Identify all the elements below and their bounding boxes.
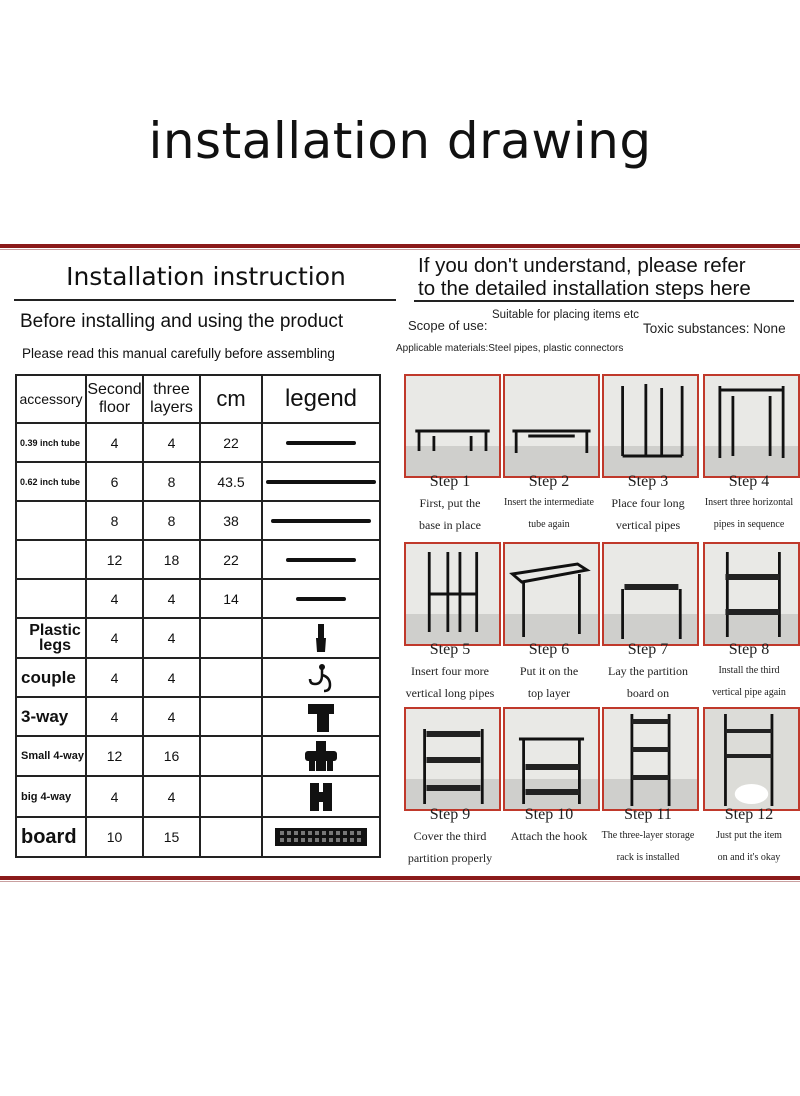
row-cm: 14	[223, 590, 239, 607]
step-label: Step 8	[728, 641, 770, 658]
hook-icon	[263, 659, 379, 696]
header-legend: legend	[284, 385, 358, 412]
row-cm: 43.5	[217, 473, 245, 490]
step-desc-line1: Put it on the	[519, 664, 579, 678]
step-label: Step 7	[627, 641, 669, 658]
row-accessory-name: Small 4-way	[21, 750, 84, 762]
refer-heading-line2: to the detailed installation steps here	[418, 277, 751, 300]
row-second-floor-qty: 4	[110, 708, 119, 725]
step-photo	[703, 374, 800, 478]
header-cm: cm	[216, 386, 246, 411]
bottom-red-divider	[0, 876, 800, 880]
row-cm	[201, 619, 261, 657]
header-second-floor: Second floor	[87, 381, 142, 416]
row-three-layers-qty: 4	[167, 434, 176, 451]
row-three-layers-qty: 4	[167, 669, 176, 686]
three-way-icon	[263, 698, 379, 735]
step-description	[698, 492, 800, 536]
step-description	[597, 492, 699, 536]
step-desc-line1: Insert four more	[411, 664, 489, 678]
step-description	[498, 492, 600, 536]
step-description	[498, 660, 600, 704]
step-photo	[602, 374, 699, 478]
installation-instruction-heading: Installation instruction	[66, 262, 346, 291]
big-four-way-icon	[263, 777, 379, 816]
step-description	[597, 825, 699, 869]
step-photo	[602, 707, 699, 811]
applicable-materials: Applicable materials:Steel pipes, plastic connectors	[396, 343, 624, 354]
header-accessory: accessory	[19, 391, 83, 407]
row-second-floor-qty: 6	[110, 473, 119, 490]
step-desc-line2: partition properly	[407, 851, 493, 865]
step-photo	[503, 707, 600, 811]
step-desc-line1: The three-layer storage	[601, 830, 695, 841]
heading-rule-right	[414, 300, 794, 302]
scope-label: Scope of use:	[408, 318, 488, 333]
tube-short	[263, 424, 379, 461]
step-desc-line1: Cover the third	[413, 829, 487, 843]
step-label: Step 4	[728, 473, 770, 490]
step-desc-line1: Place four long	[611, 496, 685, 510]
step-photo	[602, 542, 699, 646]
step-label: Step 11	[624, 806, 672, 823]
step-description	[399, 825, 501, 869]
row-second-floor-qty: 4	[110, 630, 119, 646]
step-photo	[404, 542, 501, 646]
step-desc-line1: Attach the hook	[510, 829, 588, 843]
step-description	[597, 660, 699, 704]
leg-icon	[263, 619, 379, 657]
step-desc-line1: First, put the	[419, 496, 481, 510]
row-three-layers-qty: 18	[163, 551, 180, 568]
row-accessory-name: board	[21, 826, 77, 848]
row-accessory-name	[17, 502, 85, 539]
row-accessory-name: couple	[21, 667, 76, 687]
row-three-layers-qty: 4	[167, 630, 176, 646]
step-desc-line1: Just put the item	[716, 830, 782, 841]
read-manual-text: Please read this manual carefully before assembling	[22, 346, 335, 361]
step-desc-line1: Lay the partition	[608, 664, 688, 678]
header-three-layers: three layers	[150, 381, 193, 416]
step-description	[698, 825, 800, 869]
row-three-layers-qty: 8	[167, 473, 176, 490]
step-desc-line2: top layer	[527, 686, 571, 700]
step-label: Step 9	[429, 806, 471, 823]
row-cm	[201, 659, 261, 696]
row-accessory-name: Plastic legs	[29, 622, 81, 654]
step-desc-line1: Install the third	[718, 665, 780, 676]
step-photo	[404, 374, 501, 478]
tube-tiny	[263, 580, 379, 617]
step-description	[698, 660, 800, 704]
step-label: Step 2	[528, 473, 570, 490]
step-photo	[703, 707, 800, 811]
board-icon	[263, 818, 379, 856]
row-accessory-name	[17, 541, 85, 578]
step-photo	[404, 707, 501, 811]
step-photo	[703, 542, 800, 646]
row-cm	[201, 818, 261, 856]
step-desc-line2: rack is installed	[616, 852, 680, 863]
step-description	[498, 825, 600, 847]
accessory-table	[15, 374, 381, 858]
row-three-layers-qty: 4	[167, 788, 176, 805]
four-way-icon	[263, 737, 379, 775]
row-three-layers-qty: 4	[167, 708, 176, 725]
toxic-substances: Toxic substances: None	[643, 321, 786, 336]
before-installing-text: Before installing and using the product	[20, 311, 344, 332]
row-second-floor-qty: 4	[110, 434, 119, 451]
row-second-floor-qty: 4	[110, 669, 119, 686]
step-label: Step 3	[627, 473, 669, 490]
row-cm	[201, 737, 261, 775]
row-three-layers-qty: 4	[167, 590, 176, 607]
step-desc-line2: on and it's okay	[717, 852, 781, 863]
refer-steps-heading	[418, 254, 751, 300]
row-cm	[201, 698, 261, 735]
heading-rule	[14, 299, 396, 301]
step-label: Step 6	[528, 641, 570, 658]
row-second-floor-qty: 12	[106, 748, 123, 764]
step-desc-line1: Insert three horizontal	[704, 497, 794, 508]
refer-heading-line1: If you don't understand, please refer	[418, 254, 746, 277]
step-label: Step 5	[429, 641, 471, 658]
row-cm: 22	[223, 434, 239, 451]
step-description	[399, 660, 501, 704]
step-desc-line2: tube again	[528, 519, 570, 530]
row-accessory-name: 3-way	[21, 706, 69, 726]
step-desc-line2: vertical pipes	[615, 518, 681, 532]
row-accessory-name	[17, 580, 85, 617]
row-cm: 22	[223, 551, 239, 568]
scope-value: Suitable for placing items etc	[492, 309, 640, 321]
row-second-floor-qty: 12	[106, 551, 123, 568]
step-label: Step 1	[429, 473, 471, 490]
row-three-layers-qty: 8	[167, 512, 176, 529]
step-desc-line2: board on	[626, 686, 670, 700]
step-label: Step 10	[524, 806, 574, 823]
row-three-layers-qty: 15	[163, 829, 180, 845]
tube-mid	[263, 502, 379, 539]
row-second-floor-qty: 4	[110, 788, 119, 805]
row-three-layers-qty: 16	[163, 748, 180, 764]
tube-long	[263, 463, 379, 500]
step-photo	[503, 542, 600, 646]
row-cm: 38	[223, 512, 239, 529]
row-accessory-name: 0.62 inch tube	[20, 476, 81, 487]
row-second-floor-qty: 8	[110, 512, 119, 529]
row-second-floor-qty: 10	[106, 829, 123, 845]
top-red-divider	[0, 244, 800, 248]
step-desc-line2: base in place	[419, 518, 481, 532]
step-desc-line2: vertical pipe again	[712, 687, 786, 698]
step-desc-line1: Insert the intermediate	[504, 497, 594, 508]
step-label: Step 12	[724, 806, 774, 823]
step-photo	[503, 374, 600, 478]
row-accessory-name: big 4-way	[21, 790, 72, 803]
step-desc-line2: vertical long pipes	[405, 686, 495, 700]
step-description	[399, 492, 501, 536]
row-second-floor-qty: 4	[110, 590, 119, 607]
page-title: installation drawing	[148, 112, 652, 170]
step-desc-line2: pipes in sequence	[713, 519, 785, 530]
tube-short	[263, 541, 379, 578]
row-accessory-name: 0.39 inch tube	[20, 437, 81, 448]
row-cm	[201, 777, 261, 816]
